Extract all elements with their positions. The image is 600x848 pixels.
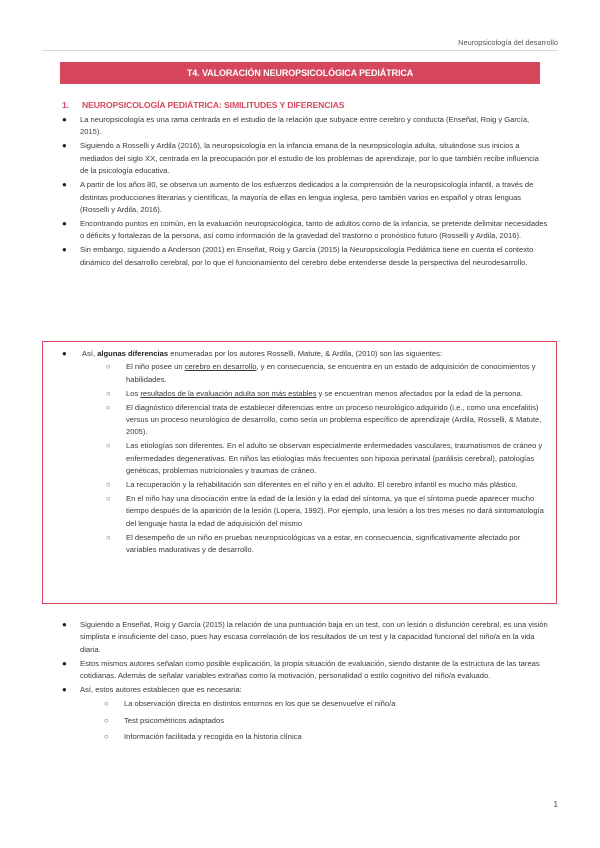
list-item: ● La neuropsicología es una rama centrada en el estudio de la relación que subyace entre cerebro y conducta (Enseñat, Roig y García, 2015). [62, 115, 530, 137]
sub-list-item: ○ Test psicométricos adaptados [80, 715, 548, 727]
list-item: ● Sin embargo, siguiendo a Anderson (2001) en Enseñat, Roig y García (2015) la Neuropsicología Pediátrica tiene en cuenta el contexto dinámico del desarrollo cerebral, por lo que el funcionamiento del cerebro debe entenderse desde la perspectiva del neurodesarrollo. [62, 245, 534, 267]
hollow-bullet-icon: ○ [106, 362, 111, 372]
hollow-bullet-icon: ○ [106, 493, 111, 503]
list-item: ● Así, estos autores establecen que es necesaria: ○ La observación directa en distintos entornos en los que se desenvuelve el niño/a ○ Test psicométricos adaptados ○ Información facilitada y recogida en la historia clínica [62, 684, 548, 744]
requirements-sublist [80, 698, 548, 744]
sub-list-item: ○ En el niño hay una disociación entre la edad de la lesión y la edad del síntoma, ya que el síntoma puede aparecer mucho tiempo después de la aparición de la lesión (Lopera, 1992). Por ejemplo, una lesión a los tres meses no dará sintomatología del lenguaje hasta la edad de adquisición del mismo [106, 493, 544, 528]
section-heading [62, 100, 344, 110]
chapter-title: T4. VALORACIÓN NEUROPSICOLÓGICA PEDIÁTRICA [60, 62, 540, 84]
hollow-bullet-icon: ○ [104, 698, 109, 708]
sub-list-item: ○ El diagnóstico diferencial trata de establecer diferencias entre un proceso neurológico adquirido (i.e., como una encefalitis) versus un proceso neurológico de desarrollo, como sería un problema específico de aprendizaje (Ardila, Rosselli, & Matute, 2005). [106, 402, 542, 437]
sub-list-item: ○ La recuperación y la rehabilitación son diferentes en el niño y en el adulto. El cerebro infantil es mucho más plástico. [82, 479, 548, 491]
sub-list-item: ○ Los resultados de la evaluación adulta son más estables y se encuentran menos afectados por la edad de la persona. [82, 388, 548, 400]
bullet-dot-icon: ● [62, 219, 67, 229]
list-item: ● Estos mismos autores señalan como posible explicación, la propia situación de evaluación, siendo distante de la estructura de las tareas cotidianas. Además de señalar variables extrañas como la motivación, personalidad o estilo cognitivo del niño/a evaluado. [62, 658, 540, 681]
page-number: 1 [553, 800, 558, 809]
hollow-bullet-icon: ○ [106, 480, 111, 490]
closing-bullet-list [62, 619, 548, 748]
highlighted-term: algunas diferencias [97, 349, 169, 358]
sub-list-item: ○ El desempeño de un niño en pruebas neuropsicológicas va a estar, en consecuencia, significativamente afectado por variables madurativas y de desarrollo. [106, 532, 521, 555]
list-item: ● Siguiendo a Enseñat, Roig y García (2015) la relación de una puntuación baja en un test, con un lesión o disfunción cerebral, es una visión simplista e insuficiente del caso, pues hay escasa correlación de los resultados de un test y la capacidad funcional del niño/a en la vida diaria. [62, 620, 548, 654]
list-item: ● Siguiendo a Rosselli y Ardila (2016), la neuropsicología en la infancia emana de la neuropsicología adulta, situándose sus inicios a mediados del siglo XX, centrada en la preocupación por el estudio de los problemas de aprendizaje, por lo que también recibe influencia de la psicología educativa. [62, 141, 539, 176]
sub-list-item: ○ La observación directa en distintos entornos en los que se desenvuelve el niño/a [80, 698, 548, 710]
list-item: ● Encontrando puntos en común, en la evaluación neuropsicológica, tanto de adultos como de la infancia, se pretende delimitar necesidades o déficits y fortalezas de la persona, así como información de la gravedad del trastorno o pronóstico futuro (Rosselli y Ardila, 2016). [62, 219, 548, 241]
bullet-dot-icon: ● [62, 620, 67, 629]
hollow-bullet-icon: ○ [106, 532, 111, 542]
differences-list [62, 348, 548, 558]
underlined-term: resultados de la evaluación adulta son más estables [140, 388, 317, 398]
section-number: 1. [62, 100, 69, 110]
bullet-dot-icon: ● [62, 685, 67, 695]
hollow-bullet-icon: ○ [106, 441, 111, 451]
bullet-dot-icon: ● [62, 180, 67, 190]
list-item: ● A partir de los años 80, se observa un aumento de los esfuerzos dedicados a la comprensión de la neuropsicología infantil, a través de distintas producciones literarias y científicas, la mayoría de ellas en lengua inglesa, pero también varios en español y otras lenguas (Rosselli y Ardila, 2016). [62, 180, 534, 215]
bullet-dot-icon: ● [62, 141, 67, 151]
differences-sublist [82, 361, 548, 556]
hollow-bullet-icon: ○ [104, 715, 109, 725]
bullet-dot-icon: ● [62, 115, 67, 124]
hollow-bullet-icon: ○ [104, 732, 109, 742]
intro-bullet-list [62, 114, 548, 271]
hollow-bullet-icon: ○ [106, 388, 111, 398]
sub-list-item: ○ El niño posee un cerebro en desarrollo, y en consecuencia, se encuentra en un estado de adquisición de conocimientos y habilidades. [106, 362, 536, 384]
running-header: Neuropsicología del desarrollo [458, 38, 558, 47]
sub-list-item: ○ Información facilitada y recogida en la historia clínica [80, 731, 548, 743]
bullet-dot-icon: ● [62, 349, 67, 358]
underlined-term: cerebro en desarrollo [184, 362, 257, 372]
sub-list-item: ○ Las etiologías son diferentes. En el adulto se observan especialmente enfermedades vasculares, traumatismos de cráneo y enfermedades degenerativas. En niños las etiologías más frecuentes son hipoxia perinatal (parálisis cerebral), patologías genéticas, problemas nutricionales y traumas de cráneo. [106, 441, 543, 476]
list-item: ● Así, algunas diferencias enumeradas por los autores Rosselli, Matute, & Ardila, (2010) son las siguientes: ○ El niño posee un cerebro en desarrollo, y en consecuencia, se encuentra en un estado de adquisición de conocimientos y habilidades. ○ Los resultados de la evaluación adulta son más estables y se encuentran menos afectados por la edad de la persona. ○ El diagnóstico diferencial trata de establecer diferencias entre un proceso neurológico adquirido (i.e., como una encefalitis) versus un proceso neurológico de desarrollo, como sería un problema específico de aprendizaje (Ardila, Rosselli, & Matute, 2005). ○ Las etiologías son diferentes. En el adulto se observan especialmente enfermedades vasculares, traumatismos de cráneo y enfermedades degenerativas. En niños las etiologías más frecuentes son hipoxia perinatal (parálisis cerebral), patologías genéticas, problemas nutricionales y traumas de cráneo. ○ La recuperación y la rehabilitación son diferentes en el niño y en el adulto. El cerebro infantil es mucho más plástico. ○ En el niño hay una disociación entre la edad de la lesión y la edad del síntoma, ya que el síntoma puede aparecer mucho tiempo después de la aparición de la lesión (Lopera, 1992). Por ejemplo, una lesión a los tres meses no dará sintomatología del lenguaje hasta la edad de adquisición del mismo ○ El desempeño de un niño en pruebas neuropsicológicas va a estar, en consecuencia, significativamente afectado por variables madurativas y de desarrollo. [62, 348, 548, 557]
hollow-bullet-icon: ○ [106, 402, 111, 412]
section-title: NEUROPSICOLOGÍA PEDIÁTRICA: SIMILITUDES Y DIFERENCIAS [82, 100, 345, 110]
bullet-dot-icon: ● [62, 245, 67, 255]
bullet-dot-icon: ● [62, 658, 67, 668]
header-divider [42, 50, 558, 51]
